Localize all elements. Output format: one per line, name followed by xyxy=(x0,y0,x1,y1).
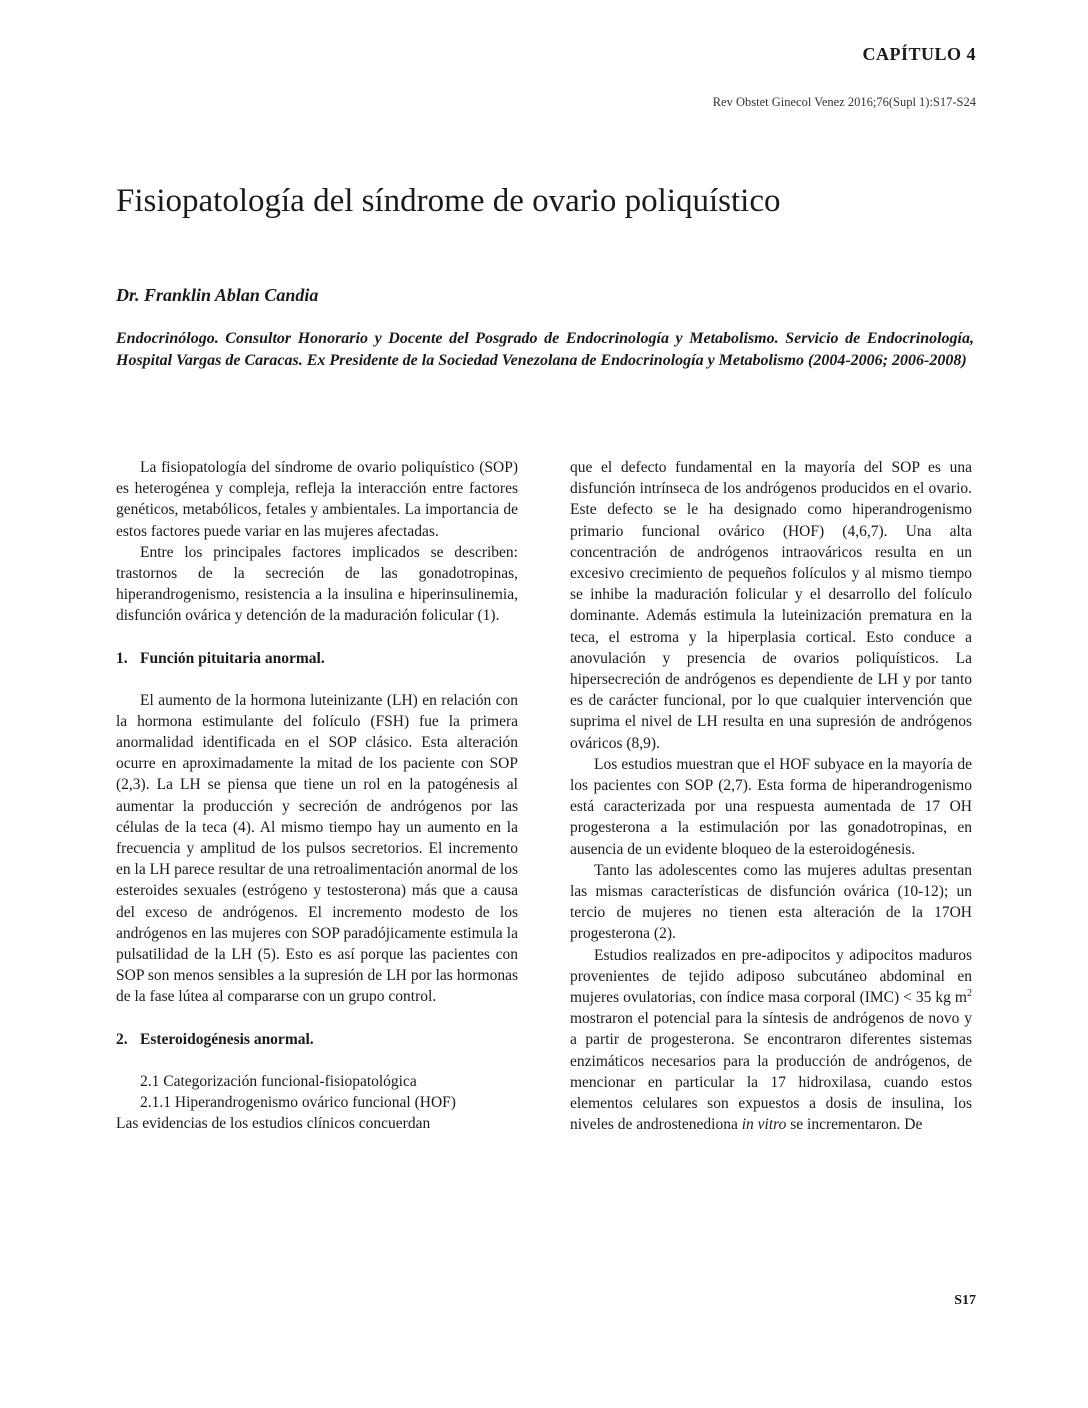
paragraph: Entre los principales factores implicados se describen: trastornos de la secreción de las gonadotropinas, hiperandrogenismo, resistencia a la insulina e hiperinsulinemia, disfunción ovárica y detención de la maduración folicular (1). xyxy=(116,543,518,625)
page-number: S17 xyxy=(954,1293,976,1308)
author-affiliation: Endocrinólogo. Consultor Honorario y Docente del Posgrado de Endocrinología y Metabolismo. Servicio de Endocrinología, Hospital Vargas de Caracas. Ex Presidente de la Sociedad Venezolana de Endocrinología y Metabolismo (2004-2006; 2006-2008) xyxy=(116,330,974,369)
chapter-label: CAPÍTULO 4 xyxy=(862,44,976,64)
section-heading-1 xyxy=(116,648,518,669)
subsection-heading: 2.1.1 Hiperandrogenismo ovárico funcional (HOF) xyxy=(140,1093,456,1111)
section-heading-2 xyxy=(116,1029,518,1050)
paragraph: La fisiopatología del síndrome de ovario poliquístico (SOP) es heterogénea y compleja, refleja la interacción entre factores genéticos, metabólicos, fetales y ambientales. La importancia de estos factores puede variar en las mujeres afectadas. xyxy=(116,459,518,540)
section-number: 2. xyxy=(116,1030,128,1048)
right-column xyxy=(570,457,972,1136)
article-title: Fisiopatología del síndrome de ovario poliquístico xyxy=(116,183,781,219)
paragraph: Las evidencias de los estudios clínicos concuerdan xyxy=(116,1115,431,1133)
subsection-heading: 2.1 Categorización funcional-fisiopatológica xyxy=(140,1072,417,1090)
superscript: 2 xyxy=(967,987,972,999)
section-title: Función pituitaria anormal. xyxy=(140,649,325,667)
paragraph xyxy=(570,945,972,1136)
paragraph: que el defecto fundamental en la mayoría del SOP es una disfunción intrínseca de los andrógenos producidos en el ovario. Este defecto se le ha designado como hiperandrogenismo primario funcional ovárico (HOF) (4,6,7). Una alta concentración de andrógenos intraováricos resulta en un excesivo crecimiento de pequeños folículos y al mismo tiempo se inhibe la maduración folicular y el desarrollo del folículo dominante. Además estimula la luteinización prematura en la teca, el estroma y la hiperplasia cortical. Esto conduce a anovulación y presencia de ovarios poliquísticos. La hipersecreción de andrógenos es dependiente de LH y por tanto es de carácter funcional, por lo que cualquier intervención que suprima el nivel de LH resulta en una supresión de andrógenos ováricos (8,9). xyxy=(570,459,972,752)
section-title: Esteroidogénesis anormal. xyxy=(140,1030,314,1048)
text-run: Estudios realizados en pre-adipocitos y adipocitos maduros provenientes de tejido adiposo subcutáneo abdominal en mujeres ovulatorias, con índice masa corporal (IMC) < 35 kg m xyxy=(570,946,972,1007)
paragraph: El aumento de la hormona luteinizante (LH) en relación con la hormona estimulante del folículo (FSH) fue la primera anormalidad identificada en el SOP clásico. Esta alteración ocurre en aproximadamente la mitad de los paciente con SOP (2,3). La LH se piensa que tiene un rol en la patogénesis al aumentar la producción y secreción de andrógenos por las células de la teca (4). Al mismo tiempo hay un aumento en la frecuencia y amplitud de los pulsos secretorios. El incremento en la LH parece resultar de una retroalimentación anormal de los esteroides sexuales (estrógeno y testosterona) más que a causa del exceso de andrógenos. El incremento modesto de los andrógenos en las mujeres con SOP paradójicamente estimula la pulsatilidad de la LH (5). Esto es así porque las pacientes con SOP son menos sensibles a la supresión de LH por las hormonas de la fase lútea al compararse con un grupo control. xyxy=(116,691,518,1006)
paragraph: Tanto las adolescentes como las mujeres adultas presentan las mismas características de disfunción ovárica (10-12); un tercio de mujeres no tienen esta alteración de la 17OH progesterona (2). xyxy=(570,861,972,943)
left-column xyxy=(116,457,518,1134)
text-run: mostraron el potencial para la síntesis de andrógenos de novo y a partir de progesterona. Se encontraron diferentes sistemas enzimáticos necesarios para la producción de andrógenos, de mencionar en particular la 17 hidroxilasa, cuando estos elementos celulares son expuestos a dosis de insulina, los niveles de androstenediona xyxy=(570,1010,972,1134)
section-number: 1. xyxy=(116,649,128,667)
journal-citation: Rev Obstet Ginecol Venez 2016;76(Supl 1):S17-S24 xyxy=(712,95,976,109)
author-name: Dr. Franklin Ablan Candia xyxy=(116,285,319,305)
italic-term: in vitro xyxy=(741,1116,787,1134)
paragraph: Los estudios muestran que el HOF subyace en la mayoría de los pacientes con SOP (2,7). Esta forma de hiperandrogenismo está caracterizada por una respuesta aumentada de 17 OH progesterona a la estimulación por las gonadotropinas, en ausencia de un evidente bloqueo de la esteroidogénesis. xyxy=(570,755,972,858)
text-run: se incrementaron. De xyxy=(786,1116,923,1134)
